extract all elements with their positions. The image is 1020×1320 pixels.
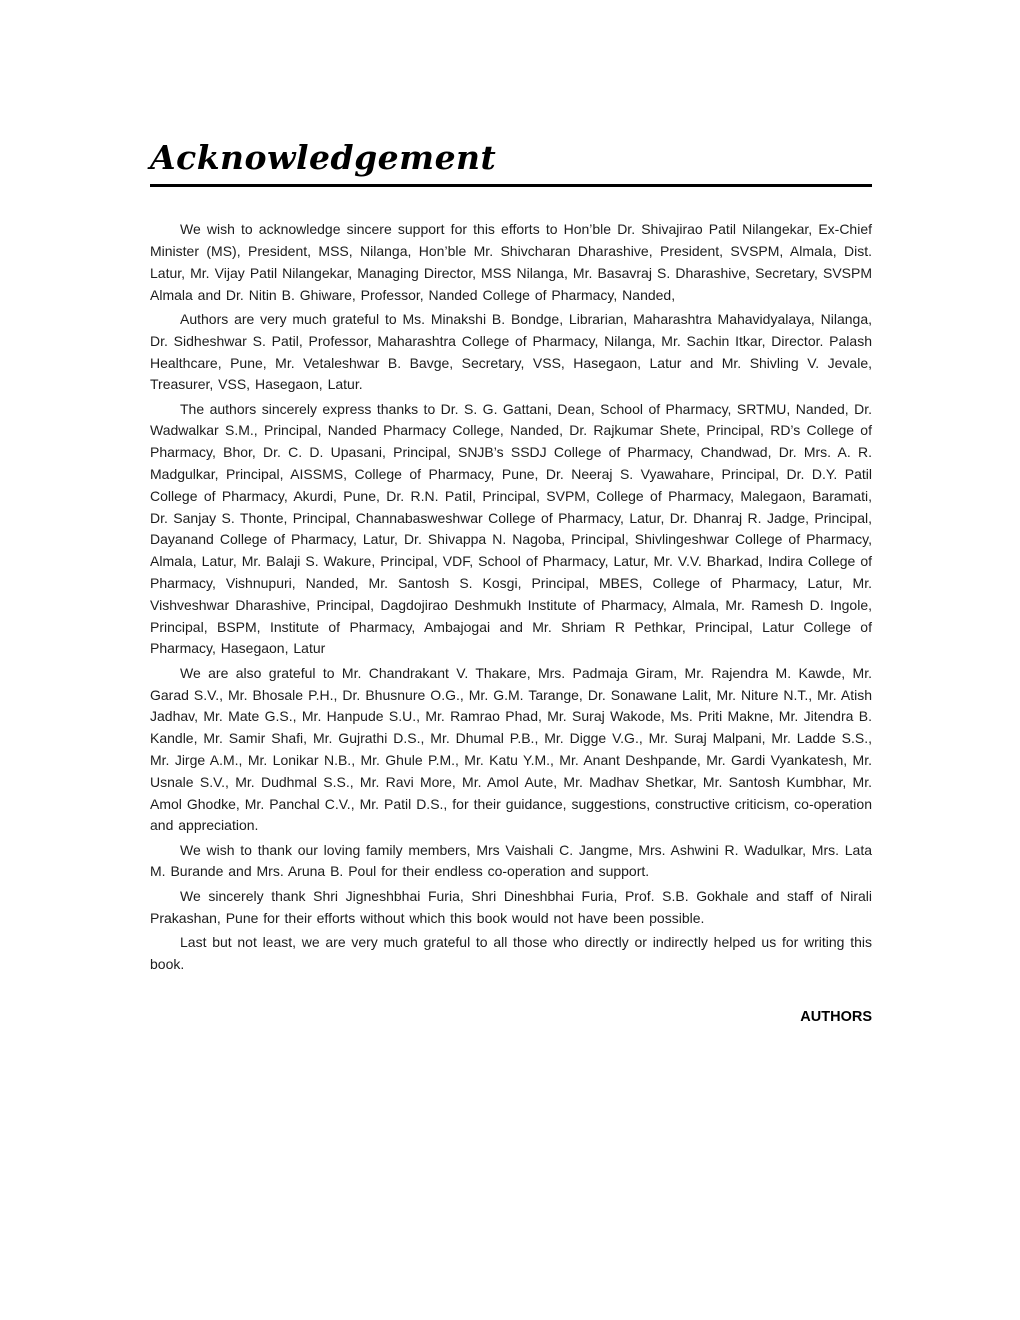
paragraph-family-members: We wish to thank our loving family members, Mrs Vaishali C. Jangme, Mrs. Ashwini R. Wadulkar, Mrs. Lata M. Burande and Mrs. Aruna B. Poul for their endless co-operation and support.	[150, 841, 872, 880]
paragraph-closing: Last but not least, we are very much grateful to all those who directly or indirectly helped us for writing this book.	[150, 933, 872, 972]
paragraph-support: We wish to acknowledge sincere support for this efforts to Hon’ble Dr. Shivajirao Patil Nilangekar, Ex-Chief Minister (MS), President, MSS, Nilanga, Hon’ble Mr. Shivcharan Dharashive, President, SVSPM, Almala, Dist. Latur, Mr. Vijay Patil Nilangekar, Managing Director, MSS Nilanga, Mr. Basavraj S. Dharashive, Secretary, SVSPM Almala and Dr. Nitin B. Ghiware, Professor, Nanded College of Pharmacy, Nanded,	[150, 221, 872, 303]
page-title: Acknowledgement	[150, 138, 497, 177]
page-header	[150, 140, 872, 187]
paragraph-grateful-librarians: Authors are very much grateful to Ms. Minakshi B. Bondge, Librarian, Maharashtra Mahavidyalaya, Nilanga, Dr. Sidheshwar S. Patil, Professor, Maharashtra College of Pharmacy, Nilanga, Mr. Sachin Itkar, Director. Palash Healthcare, Pune, Mr. Vetaleshwar B. Bavge, Secretary, VSS, Hasegaon, Latur and Mr. Shivling V. Jevale, Treasurer, VSS, Hasegaon, Latur.	[150, 310, 872, 393]
paragraph-thanks-principals: The authors sincerely express thanks to Dr. S. G. Gattani, Dean, School of Pharmacy, SRTMU, Nanded, Dr. Wadwalkar S.M., Principal, Nanded Pharmacy College, Nanded, Dr. Rajkumar Shete, Principal, RD’s College of Pharmacy, Bhor, Dr. C. D. Upasani, Principal, SNJB’s SSDJ College of Pharmacy, Chandwad, Dr. Mrs. A. R. Madgulkar, Principal, AISSMS, College of Pharmacy, Pune, Dr. Neeraj S. Vyawahare, Principal, Dr. D.Y. Patil College of Pharmacy, Akurdi, Pune, Dr. R.N. Patil, Principal, SVPM, College of Pharmacy, Malegaon, Baramati, Dr. Sanjay S. Thonte, Principal, Channabasweshwar College of Pharmacy, Latur, Dr. Dhanraj R. Jadge, Principal, Dayanand College of Pharmacy, Latur, Dr. Shivappa N. Nagoba, Principal, Shivlingeshwar College of Pharmacy, Almala, Latur, Mr. Balaji S. Wakure, Principal, VDF, School of Pharmacy, Latur, Mr. V.V. Bharkad, Indira College of Pharmacy, Vishnupuri, Nanded, Mr. Santosh S. Kosgi, Principal, MBES, College of Pharmacy, Latur, Mr. Vishveshwar Dharashive, Principal, Dagdojirao Deshmukh Institute of Pharmacy, Almala, Mr. Ramesh D. Ingole, Principal, BSPM, Institute of Pharmacy, Ambajogai and Mr. Shriam R Pethkar, Principal, Latur College of Pharmacy, Hasegaon, Latur	[150, 400, 872, 657]
paragraph-publisher-thanks: We sincerely thank Shri Jigneshbhai Furia, Shri Dineshbhai Furia, Prof. S.B. Gokhale and staff of Nirali Prakashan, Pune for their efforts without which this book would not have been possible.	[150, 887, 872, 926]
acknowledgement-body	[150, 219, 872, 1029]
paragraph-grateful-colleagues: We are also grateful to Mr. Chandrakant V. Thakare, Mrs. Padmaja Giram, Mr. Rajendra M. Kawde, Mr. Garad S.V., Mr. Bhosale P.H., Dr. Bhusnure O.G., Mr. G.M. Tarange, Dr. Sonawane Lalit, Mr. Niture N.T., Mr. Atish Jadhav, Mr. Mate G.S., Mr. Hanpude S.U., Mr. Ramrao Phad, Mr. Suraj Wakode, Ms. Priti Makne, Mr. Jitendra B. Kandle, Mr. Samir Shafi, Mr. Gujrathi D.S., Mr. Dhumal P.B., Mr. Digge V.G., Mr. Suraj Malpani, Mr. Ladde S.S., Mr. Jirge A.M., Mr. Lonikar N.B., Mr. Ghule P.M., Mr. Katu Y.M., Mr. Anant Deshpande, Mr. Gardi Vyankatesh, Mr. Usnale S.V., Mr. Dudhmal S.S., Mr. Ravi More, Mr. Amol Aute, Mr. Madhav Shetkar, Mr. Santosh Kumbhar, Mr. Amol Ghodke, Mr. Panchal C.V., Mr. Patil D.S., for their guidance, suggestions, constructive criticism, co-operation and appreciation.	[150, 664, 872, 834]
authors-signature: AUTHORS	[800, 1009, 872, 1026]
